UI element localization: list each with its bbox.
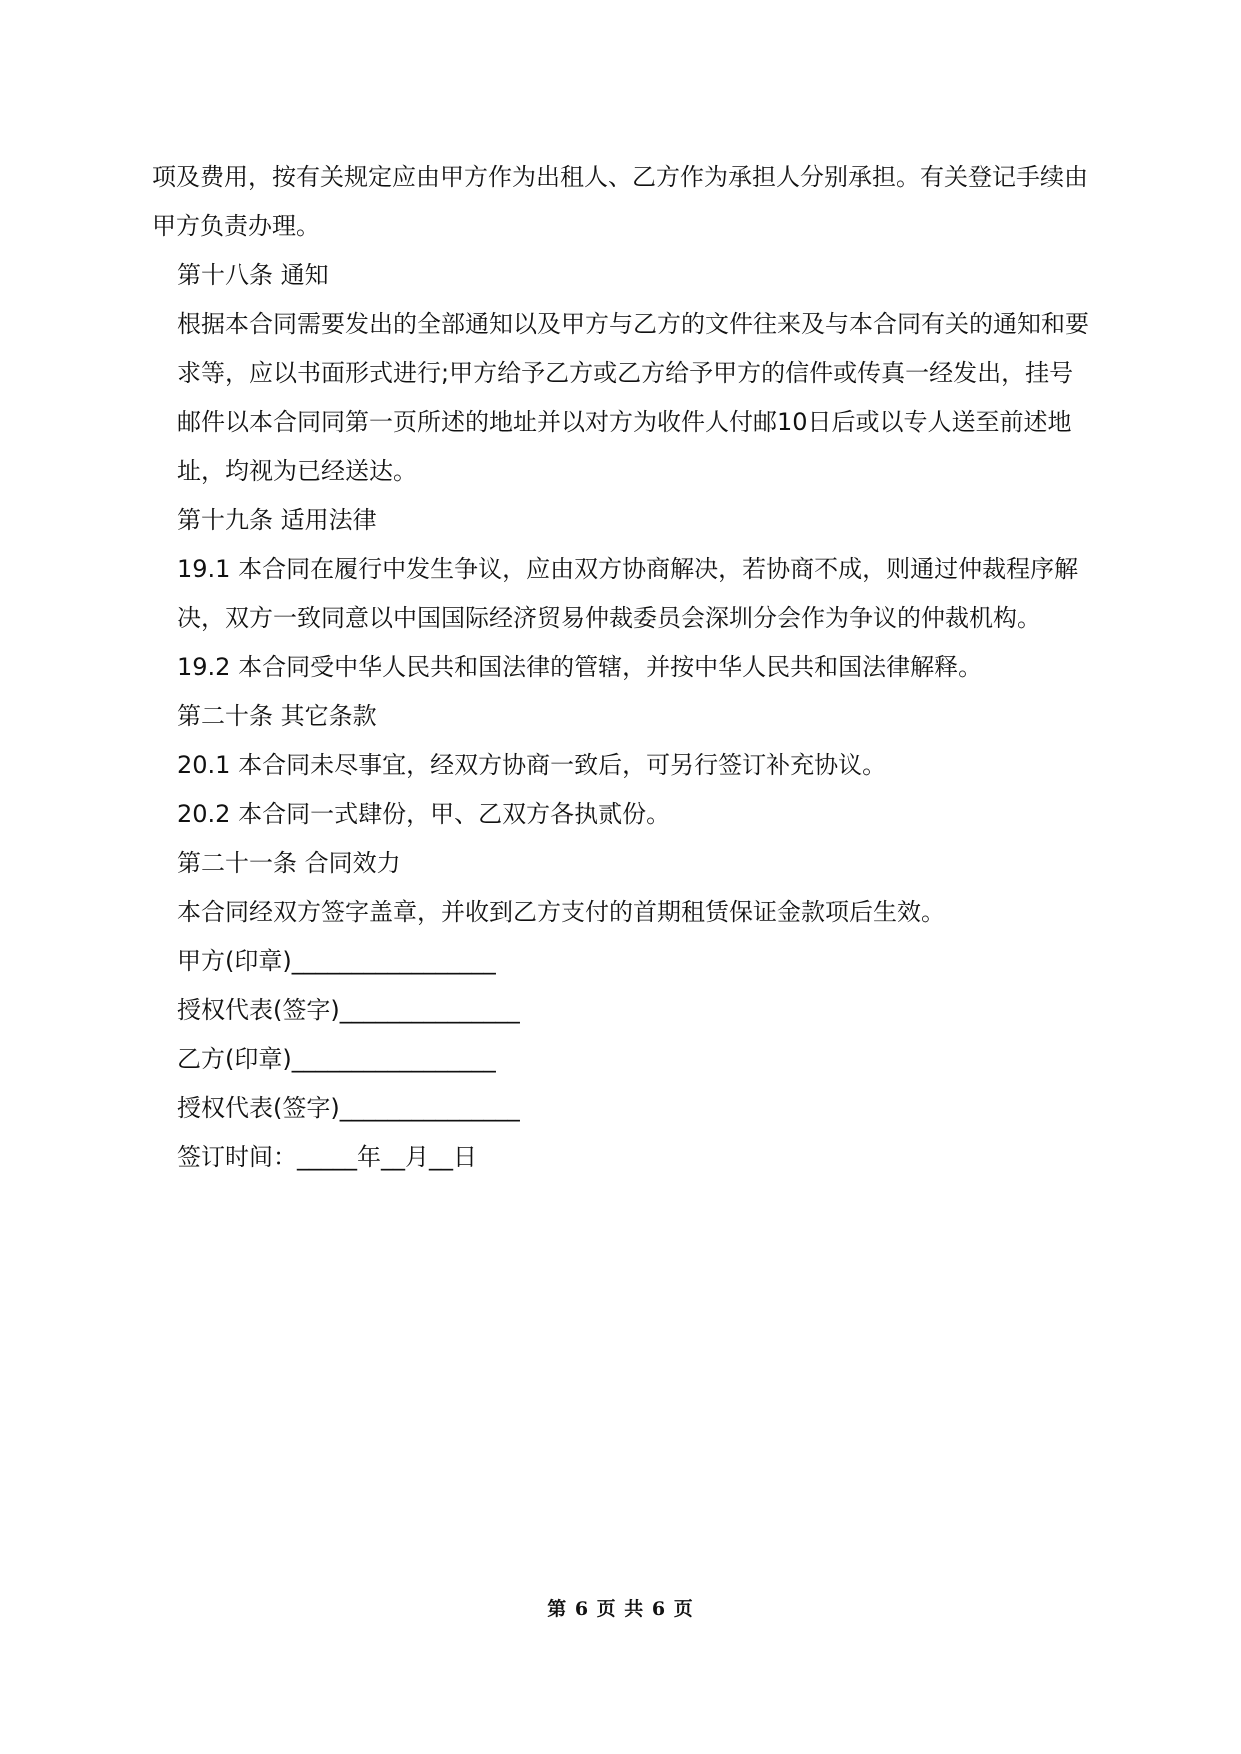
article-18-heading: 第十八条 通知 xyxy=(177,261,329,289)
clause-20-1: 20.1 本合同未尽事宜，经双方协商一致后，可另行签订补充协议。 xyxy=(177,751,887,779)
page-footer xyxy=(0,1594,1241,1621)
article-21-body: 本合同经双方签字盖章，并收到乙方支付的首期租赁保证金款项后生效。 xyxy=(177,898,945,926)
page-number: 第 6 页 共 6 页 xyxy=(547,1598,694,1620)
article-21-heading: 第二十一条 合同效力 xyxy=(177,849,401,877)
document-body xyxy=(152,153,1092,1182)
party-a-seal-line: 甲方(印章)_________________ xyxy=(177,947,496,975)
article-19-heading: 第十九条 适用法律 xyxy=(177,506,377,534)
party-b-seal-line: 乙方(印章)_________________ xyxy=(177,1045,496,1073)
party-a-representative-line: 授权代表(签字)_______________ xyxy=(177,996,520,1024)
party-b-representative-line: 授权代表(签字)_______________ xyxy=(177,1094,520,1122)
article-20-heading: 第二十条 其它条款 xyxy=(177,702,377,730)
signing-date-line: 签订时间：_____年__月__日 xyxy=(177,1143,477,1171)
clause-19-1: 19.1 本合同在履行中发生争议，应由双方协商解决，若协商不成，则通过仲裁程序解决，双方一致同意以中国国际经济贸易仲裁委员会深圳分会作为争议的仲裁机构。 xyxy=(177,555,1079,632)
article-18-body: 根据本合同需要发出的全部通知以及甲方与乙方的文件往来及与本合同有关的通知和要求等，应以书面形式进行;甲方给予乙方或乙方给予甲方的信件或传真一经发出，挂号邮件以本合同同第一页所述的地址并以对方为收件人付邮10日后或以专人送至前述地址，均视为已经送达。 xyxy=(177,310,1089,485)
clause-19-2: 19.2 本合同受中华人民共和国法律的管辖，并按中华人民共和国法律解释。 xyxy=(177,653,983,681)
clause-20-2: 20.2 本合同一式肆份，甲、乙双方各执贰份。 xyxy=(177,800,671,828)
paragraph-continuation: 项及费用，按有关规定应由甲方作为出租人、乙方作为承担人分别承担。有关登记手续由甲方负责办理。 xyxy=(152,163,1088,240)
